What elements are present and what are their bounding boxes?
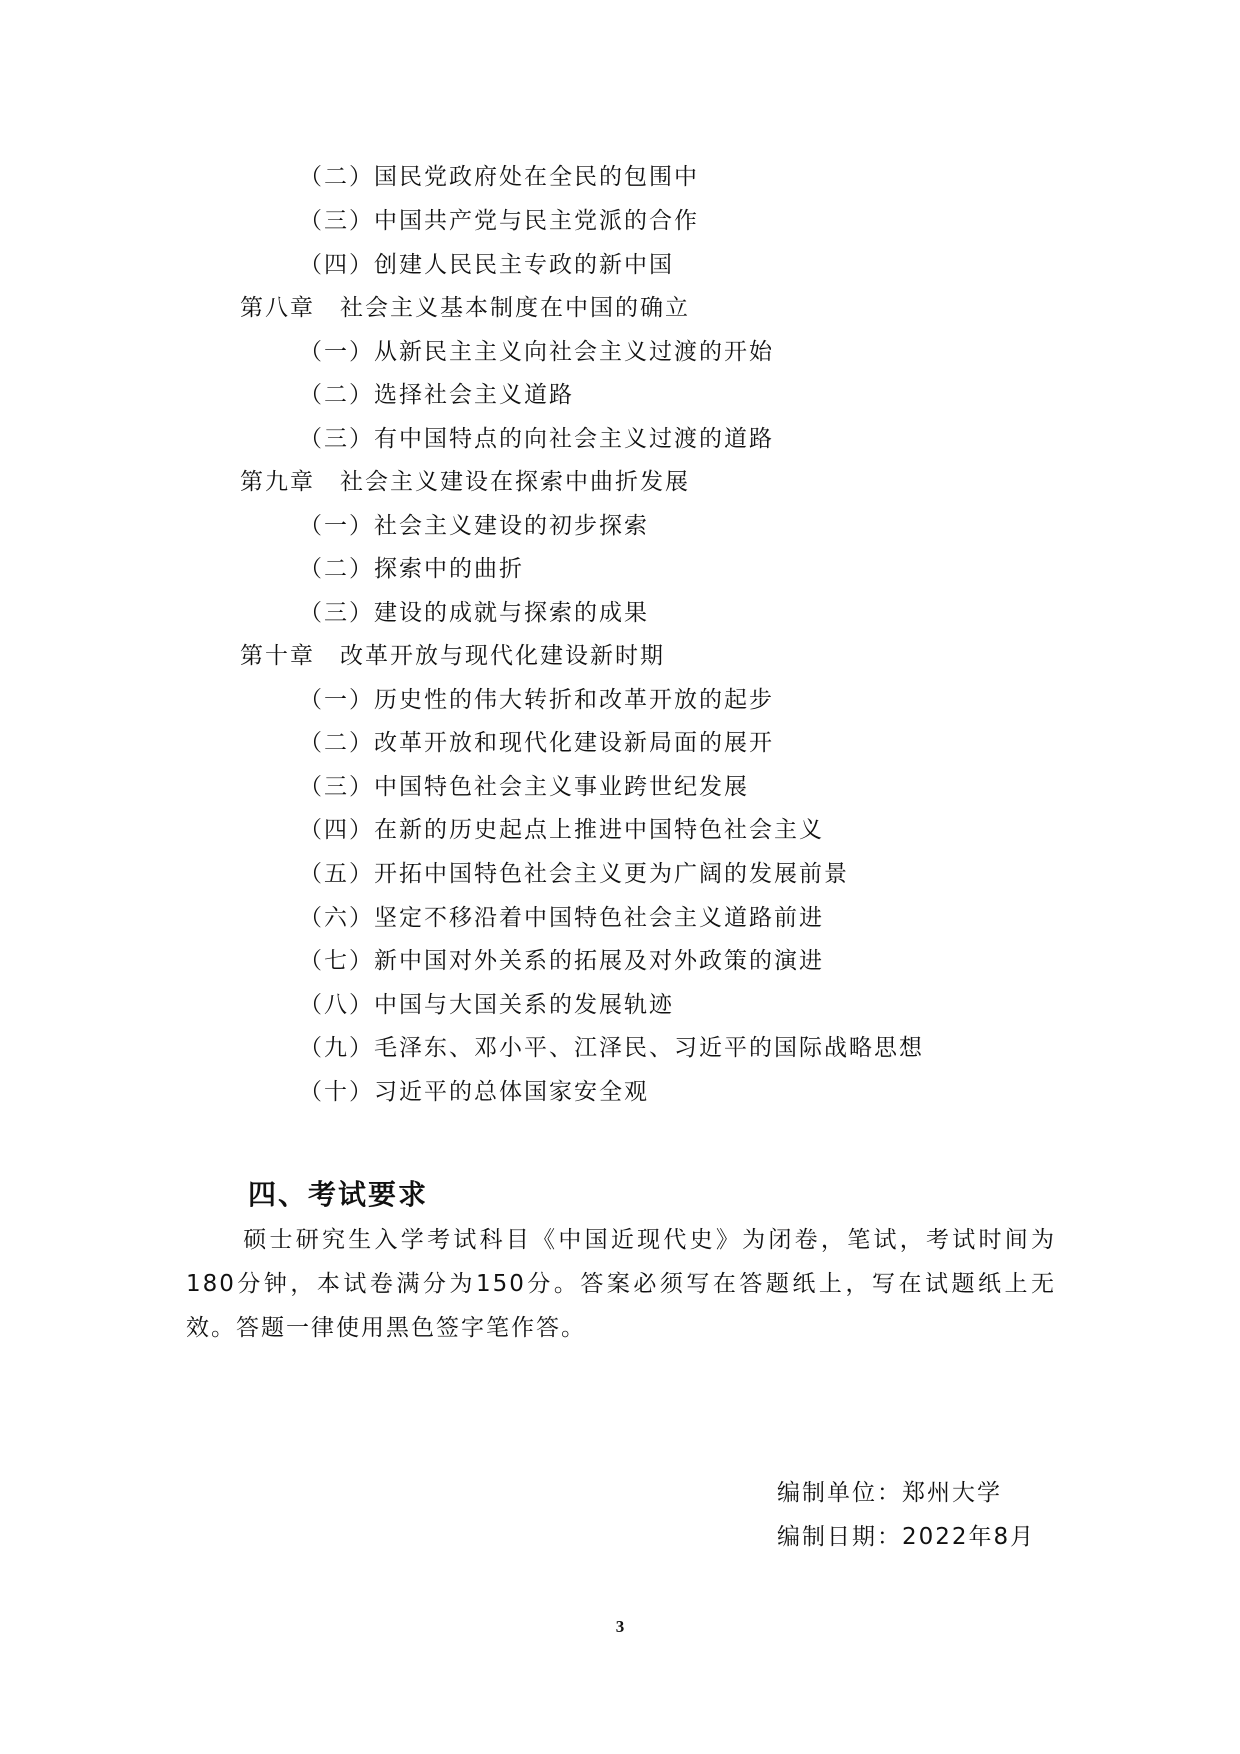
outline-item: （九）毛泽东、邓小平、江泽民、习近平的国际战略思想 bbox=[299, 1035, 924, 1061]
section-heading: 四、考试要求 bbox=[248, 1178, 429, 1211]
exam-requirements-paragraph bbox=[186, 1218, 1056, 1350]
outline-item: （一）历史性的伟大转折和改革开放的起步 bbox=[299, 687, 774, 713]
outline-item: （三）中国共产党与民主党派的合作 bbox=[299, 208, 699, 234]
outline-item: （三）有中国特点的向社会主义过渡的道路 bbox=[299, 426, 774, 452]
chapter-heading-10 bbox=[240, 641, 665, 671]
page-number: 3 bbox=[615, 1617, 625, 1636]
outline-item: （八）中国与大国关系的发展轨迹 bbox=[299, 992, 674, 1018]
chapter-title: 改革开放与现代化建设新时期 bbox=[340, 643, 665, 669]
outline-item: （四）在新的历史起点上推进中国特色社会主义 bbox=[299, 817, 824, 843]
compiling-date: 编制日期：2022年8月 bbox=[777, 1524, 1036, 1550]
outline-item: （二）改革开放和现代化建设新局面的展开 bbox=[299, 730, 774, 756]
chapter-number: 第九章 bbox=[240, 469, 315, 495]
outline-item: （一）社会主义建设的初步探索 bbox=[299, 513, 649, 539]
paragraph-text: 硕士研究生入学考试科目《中国近现代史》为闭卷，笔试，考试时间为180分钟，本试卷满分为150分。答案必须写在答题纸上，写在试题纸上无效。答题一律使用黑色签字笔作答。 bbox=[186, 1227, 1056, 1341]
outline-item: （三）建设的成就与探索的成果 bbox=[299, 600, 649, 626]
chapter-title: 社会主义基本制度在中国的确立 bbox=[340, 295, 690, 321]
outline-item: （七）新中国对外关系的拓展及对外政策的演进 bbox=[299, 948, 824, 974]
outline-item: （二）国民党政府处在全民的包围中 bbox=[299, 164, 699, 190]
outline-item: （一）从新民主主义向社会主义过渡的开始 bbox=[299, 339, 774, 365]
chapter-title: 社会主义建设在探索中曲折发展 bbox=[340, 469, 690, 495]
chapter-number: 第八章 bbox=[240, 295, 315, 321]
outline-item: （二）选择社会主义道路 bbox=[299, 382, 574, 408]
chapter-heading-8 bbox=[240, 293, 690, 323]
chapter-number: 第十章 bbox=[240, 643, 315, 669]
outline-item: （十）习近平的总体国家安全观 bbox=[299, 1079, 649, 1105]
outline-item: （二）探索中的曲折 bbox=[299, 556, 524, 582]
outline-item: （三）中国特色社会主义事业跨世纪发展 bbox=[299, 774, 749, 800]
outline-item: （五）开拓中国特色社会主义更为广阔的发展前景 bbox=[299, 861, 849, 887]
chapter-heading-9 bbox=[240, 467, 690, 497]
compiling-unit: 编制单位：郑州大学 bbox=[777, 1480, 1002, 1506]
outline-item: （六）坚定不移沿着中国特色社会主义道路前进 bbox=[299, 905, 824, 931]
outline-item: （四）创建人民民主专政的新中国 bbox=[299, 252, 674, 278]
